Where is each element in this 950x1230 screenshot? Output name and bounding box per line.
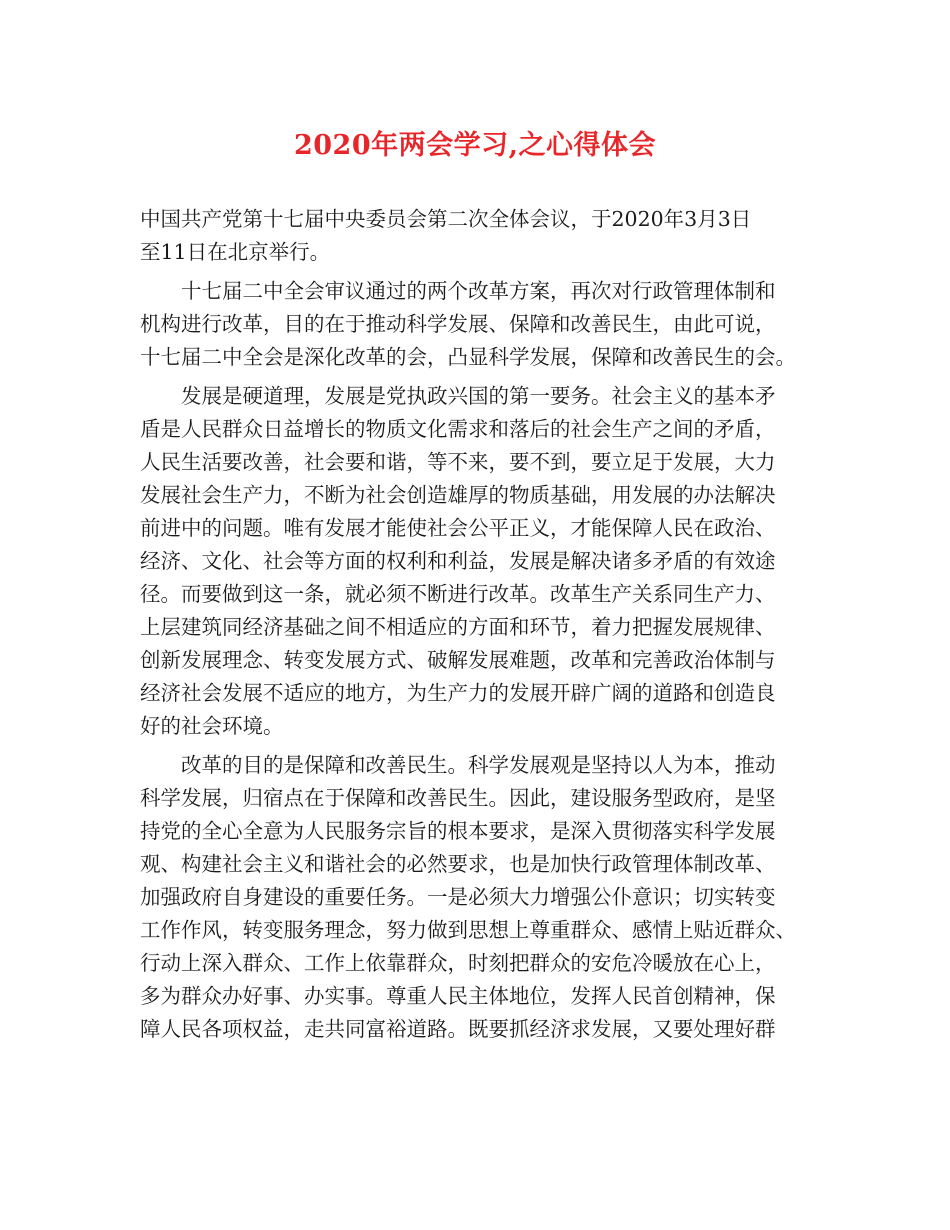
paragraph xyxy=(140,380,812,743)
text-line: 发展是硬道理，发展是党执政兴国的第一要务。社会主义的基本矛 xyxy=(140,384,776,408)
text-line: 中国共产党第十七届中央委员会第二次全体会议，于2020年3月3日 xyxy=(140,207,752,231)
text-line: 人民生活要改善，社会要和谐，等不来，要不到，要立足于发展，大力 xyxy=(140,450,776,474)
text-line: 持党的全心全意为人民服务宗旨的根本要求，是深入贯彻落实科学发展 xyxy=(140,819,776,843)
document-body xyxy=(140,203,812,1046)
paragraph xyxy=(140,275,812,374)
text-line: 经济社会发展不适应的地方，为生产力的发展开辟广阔的道路和创造良 xyxy=(140,681,776,705)
text-line: 加强政府自身建设的重要任务。一是必须大力增强公仆意识；切实转变 xyxy=(140,885,776,909)
text-line: 上层建筑同经济基础之间不相适应的方面和环节，着力把握发展规律、 xyxy=(140,615,776,639)
text-line: 障人民各项权益，走共同富裕道路。既要抓经济求发展，又要处理好群 xyxy=(140,1017,776,1041)
text-line: 改革的目的是保障和改善民生。科学发展观是坚持以人为本，推动 xyxy=(140,753,776,777)
text-line: 径。而要做到这一条，就必须不断进行改革。改革生产关系同生产力、 xyxy=(140,582,776,606)
document-title: 2020年两会学习,之心得体会 xyxy=(293,130,657,161)
paragraph xyxy=(140,749,812,1046)
text-line: 科学发展，归宿点在于保障和改善民生。因此，建设服务型政府，是坚 xyxy=(140,786,776,810)
text-line: 发展社会生产力，不断为社会创造雄厚的物质基础，用发展的办法解决 xyxy=(140,483,776,507)
text-line: 十七届二中全会审议通过的两个改革方案，再次对行政管理体制和 xyxy=(140,279,776,303)
text-line: 多为群众办好事、办实事。尊重人民主体地位，发挥人民首创精神，保 xyxy=(140,984,776,1008)
text-line: 至11日在北京举行。 xyxy=(140,240,331,264)
text-line: 盾是人民群众日益增长的物质文化需求和落后的社会生产之间的矛盾， xyxy=(140,417,776,441)
text-line: 工作作风，转变服务理念，努力做到思想上尊重群众、感情上贴近群众、 xyxy=(140,918,796,942)
text-line: 前进中的问题。唯有发展才能使社会公平正义，才能保障人民在政治、 xyxy=(140,516,776,540)
text-line: 行动上深入群众、工作上依靠群众，时刻把群众的安危冷暖放在心上， xyxy=(140,951,776,975)
text-line: 创新发展理念、转变发展方式、破解发展难题，改革和完善政治体制与 xyxy=(140,648,776,672)
text-line: 观、构建社会主义和谐社会的必然要求，也是加快行政管理体制改革、 xyxy=(140,852,776,876)
text-line: 十七届二中全会是深化改革的会，凸显科学发展，保障和改善民生的会。 xyxy=(140,345,796,369)
paragraph xyxy=(140,203,812,269)
text-line: 机构进行改革，目的在于推动科学发展、保障和改善民生，由此可说， xyxy=(140,312,776,336)
text-line: 经济、文化、社会等方面的权利和利益，发展是解决诸多矛盾的有效途 xyxy=(140,549,776,573)
text-line: 好的社会环境。 xyxy=(140,714,284,738)
